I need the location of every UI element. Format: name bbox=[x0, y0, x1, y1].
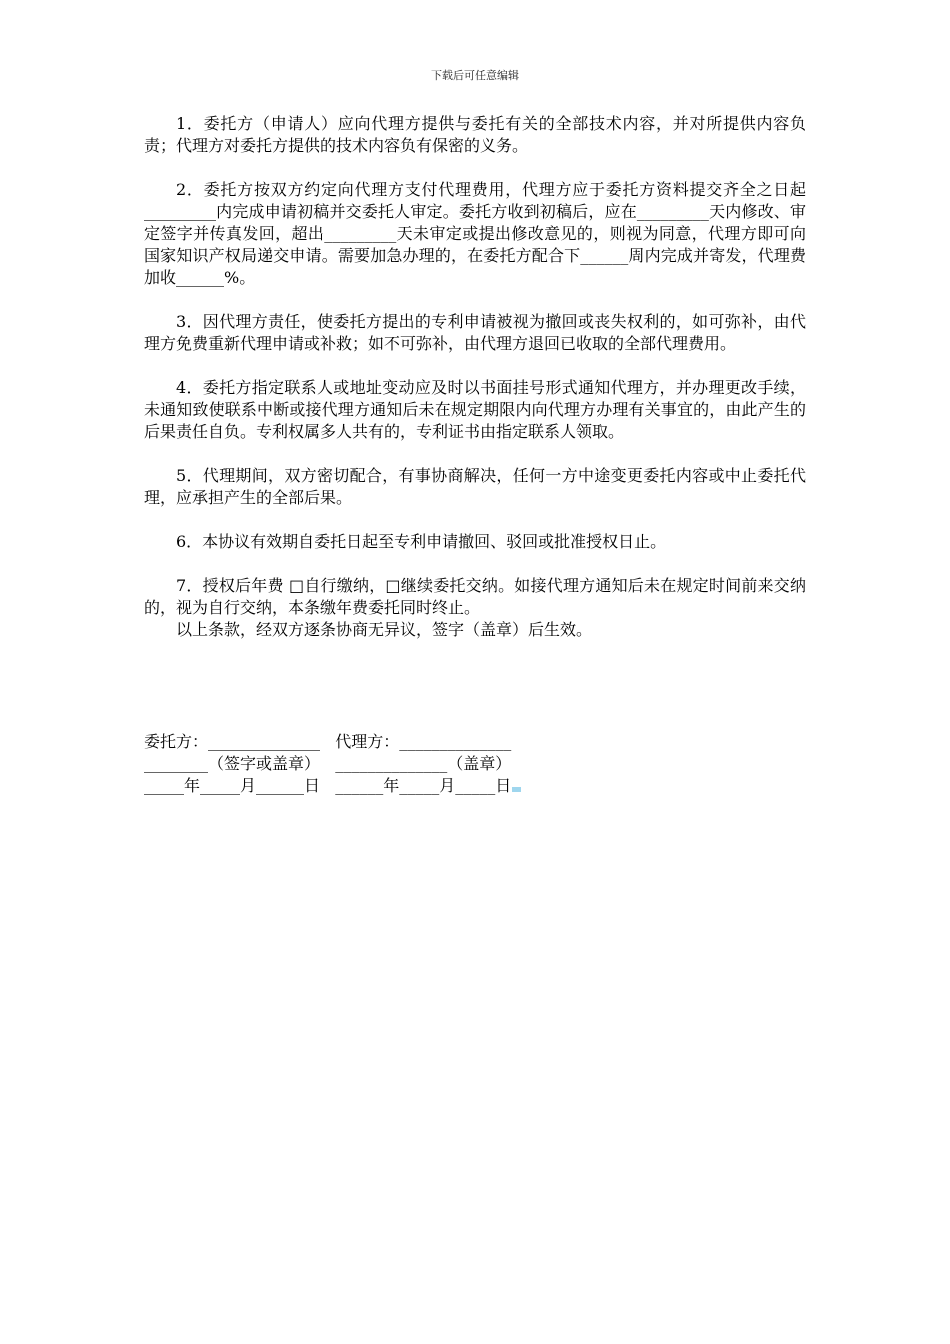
clause-3: 3．因代理方责任，使委托方提出的专利申请被视为撤回或丧失权利的，如可弥补，由代理方免费重新代理申请或补救；如不可弥补，由代理方退回已收取的全部代理费用。 bbox=[144, 312, 806, 353]
signature-date-row bbox=[144, 775, 521, 797]
signature-block bbox=[144, 731, 521, 797]
clause-2: 2．委托方按双方约定向代理方支付代理费用，代理方应于委托方资料提交齐全之日起_________内完成申请初稿并交委托人审定。委托方收到初稿后，应在_________天内修改、审定签字并传真发回，超出_________天未审定或提出修改意见的，则视为同意，代理方即可向国家知识产权局递交申请。需要加急办理的，在委托方配合下______周内完成并寄发，代理费加收______%。 bbox=[144, 180, 806, 287]
clause-6: 6．本协议有效期自委托日起至专利申请撤回、驳回或批准授权日止。 bbox=[176, 532, 667, 551]
agreement-clauses bbox=[144, 113, 806, 641]
text-cursor-icon bbox=[512, 787, 521, 792]
clause-5: 5．代理期间，双方密切配合，有事协商解决，任何一方中途变更委托内容或中止委托代理，应承担产生的全部后果。 bbox=[144, 466, 806, 507]
signature-parties-row: 委托方：______________ 代理方：______________ bbox=[144, 732, 512, 751]
clause-4: 4．委托方指定联系人或地址变动应及时以书面挂号形式通知代理方，并办理更改手续，未通知致使联系中断或接代理方通知后未在规定期限内向代理方办理有关事宜的，由此产生的后果责任自负。专利权属多人共有的，专利证书由指定联系人领取。 bbox=[144, 378, 806, 441]
clause-1: 1．委托方（申请人）应向代理方提供与委托有关的全部技术内容，并对所提供内容负责；代理方对委托方提供的技术内容负有保密的义务。 bbox=[144, 114, 806, 155]
clause-7: 7．授权后年费 □自行缴纳，□继续委托交纳。如接代理方通知后未在规定时间前来交纳的，视为自行交纳，本条缴年费委托同时终止。 bbox=[144, 576, 806, 617]
signature-date-text: _____年_____月______日 ______年_____月_____日 bbox=[144, 776, 512, 795]
signature-seal-row: ________（签字或盖章） ______________（盖章） bbox=[144, 754, 512, 773]
closing-statement: 以上条款，经双方逐条协商无异议，签字（盖章）后生效。 bbox=[176, 620, 593, 639]
header-note: 下载后可任意编辑 bbox=[431, 69, 519, 82]
